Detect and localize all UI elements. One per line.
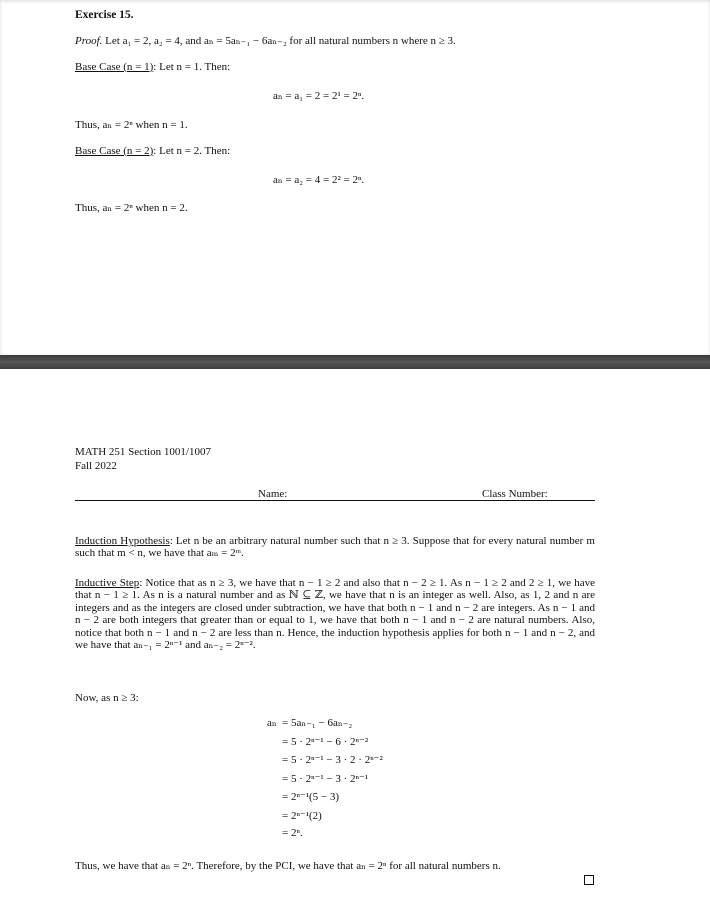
- derivation-line: = 2ⁿ⁻¹(2): [282, 809, 322, 822]
- derivation-line: = 5aₙ₋₁ − 6aₙ₋₂: [282, 717, 353, 729]
- derivation-line: = 5 · 2ⁿ⁻¹ − 3 · 2 · 2ⁿ⁻²: [282, 754, 383, 766]
- base-case-2-equation: aₙ = a₂ = 4 = 2² = 2ⁿ.: [273, 174, 365, 186]
- final-conclusion: Thus, we have that aₙ = 2ⁿ. Therefore, by the PCI, we have that aₙ = 2ⁿ for all natural numbers n.: [75, 860, 501, 872]
- derivation-line: = 5 · 2ⁿ⁻¹ − 6 · 2ⁿ⁻²: [282, 735, 369, 748]
- class-number-label: Class Number:: [482, 488, 548, 500]
- base-case-2-label: Base Case (n = 2): [75, 145, 154, 157]
- derivation-line: = 2ⁿ⁻¹(5 − 3): [282, 791, 340, 803]
- header-rule: [75, 500, 595, 501]
- base-case-1-conclusion: Thus, aₙ = 2ⁿ when n = 1.: [75, 119, 188, 131]
- base-case-1-equation: aₙ = a₁ = 2 = 2¹ = 2ⁿ.: [273, 90, 365, 102]
- derivation-lhs: aₙ: [267, 717, 277, 729]
- now-text: Now, as n ≥ 3:: [75, 692, 139, 704]
- base-case-2: [75, 145, 230, 157]
- exercise-title: Exercise 15.: [75, 9, 134, 21]
- name-label: Name:: [258, 488, 288, 500]
- base-case-2-conclusion: Thus, aₙ = 2ⁿ when n = 2.: [75, 202, 188, 214]
- hypothesis-text: : Let n be an arbitrary natural number such that n ≥ 3. Suppose that for every natural number m such that m < n, we have that aₘ = 2ᵐ.: [75, 535, 595, 560]
- base-case-1-text: : Let n = 1. Then:: [153, 61, 231, 73]
- proof-label: Proof.: [75, 35, 103, 47]
- step-text: : Notice that as n ≥ 3, we have that n − 1 ≥ 2 and also that n − 2 ≥ 1. As n − 1 ≥ 2 and 2 ≥ 1, we have that n − 1 ≥ 1. As n is a natural number and as ℕ ⊆ ℤ, we have that n is an integer as well. Also, as 1, 2 and n are integers and as the integers are closed under subtraction, we have that both n − 1 and n − 2 are integers. As n − 1 and n − 2 are both integers that greater than or equal to 1, we have that both n − 1 and n − 2 are natural numbers. Also, notice that both n − 1 and n − 2 are less than n. Hence, the induction hypothesis applies for both n − 1 and n − 2, and we have that aₙ₋₁ = 2ⁿ⁻¹ and aₙ₋₂ = 2ⁿ⁻².: [75, 577, 595, 652]
- qed-square-icon: [584, 875, 594, 885]
- base-case-2-text: : Let n = 2. Then:: [153, 145, 231, 157]
- document-page-1: [0, 0, 710, 355]
- derivation-line: = 5 · 2ⁿ⁻¹ − 3 · 2ⁿ⁻¹: [282, 772, 369, 785]
- term-header: Fall 2022: [75, 460, 117, 472]
- base-case-1-label: Base Case (n = 1): [75, 61, 154, 73]
- step-label: Inductive Step: [75, 577, 140, 589]
- course-header: MATH 251 Section 1001/1007: [75, 446, 211, 458]
- derivation-line: = 2ⁿ.: [282, 827, 303, 839]
- induction-hypothesis: [75, 535, 595, 560]
- base-case-1: [75, 61, 230, 73]
- proof-text: Let a₁ = 2, a₂ = 4, and aₙ = 5aₙ₋₁ − 6aₙ₋₂ for all natural numbers n where n ≥ 3.: [105, 35, 456, 47]
- inductive-step: [75, 577, 595, 651]
- hypothesis-label: Induction Hypothesis: [75, 535, 170, 547]
- proof-statement: [75, 34, 456, 47]
- page-separator: [0, 355, 710, 369]
